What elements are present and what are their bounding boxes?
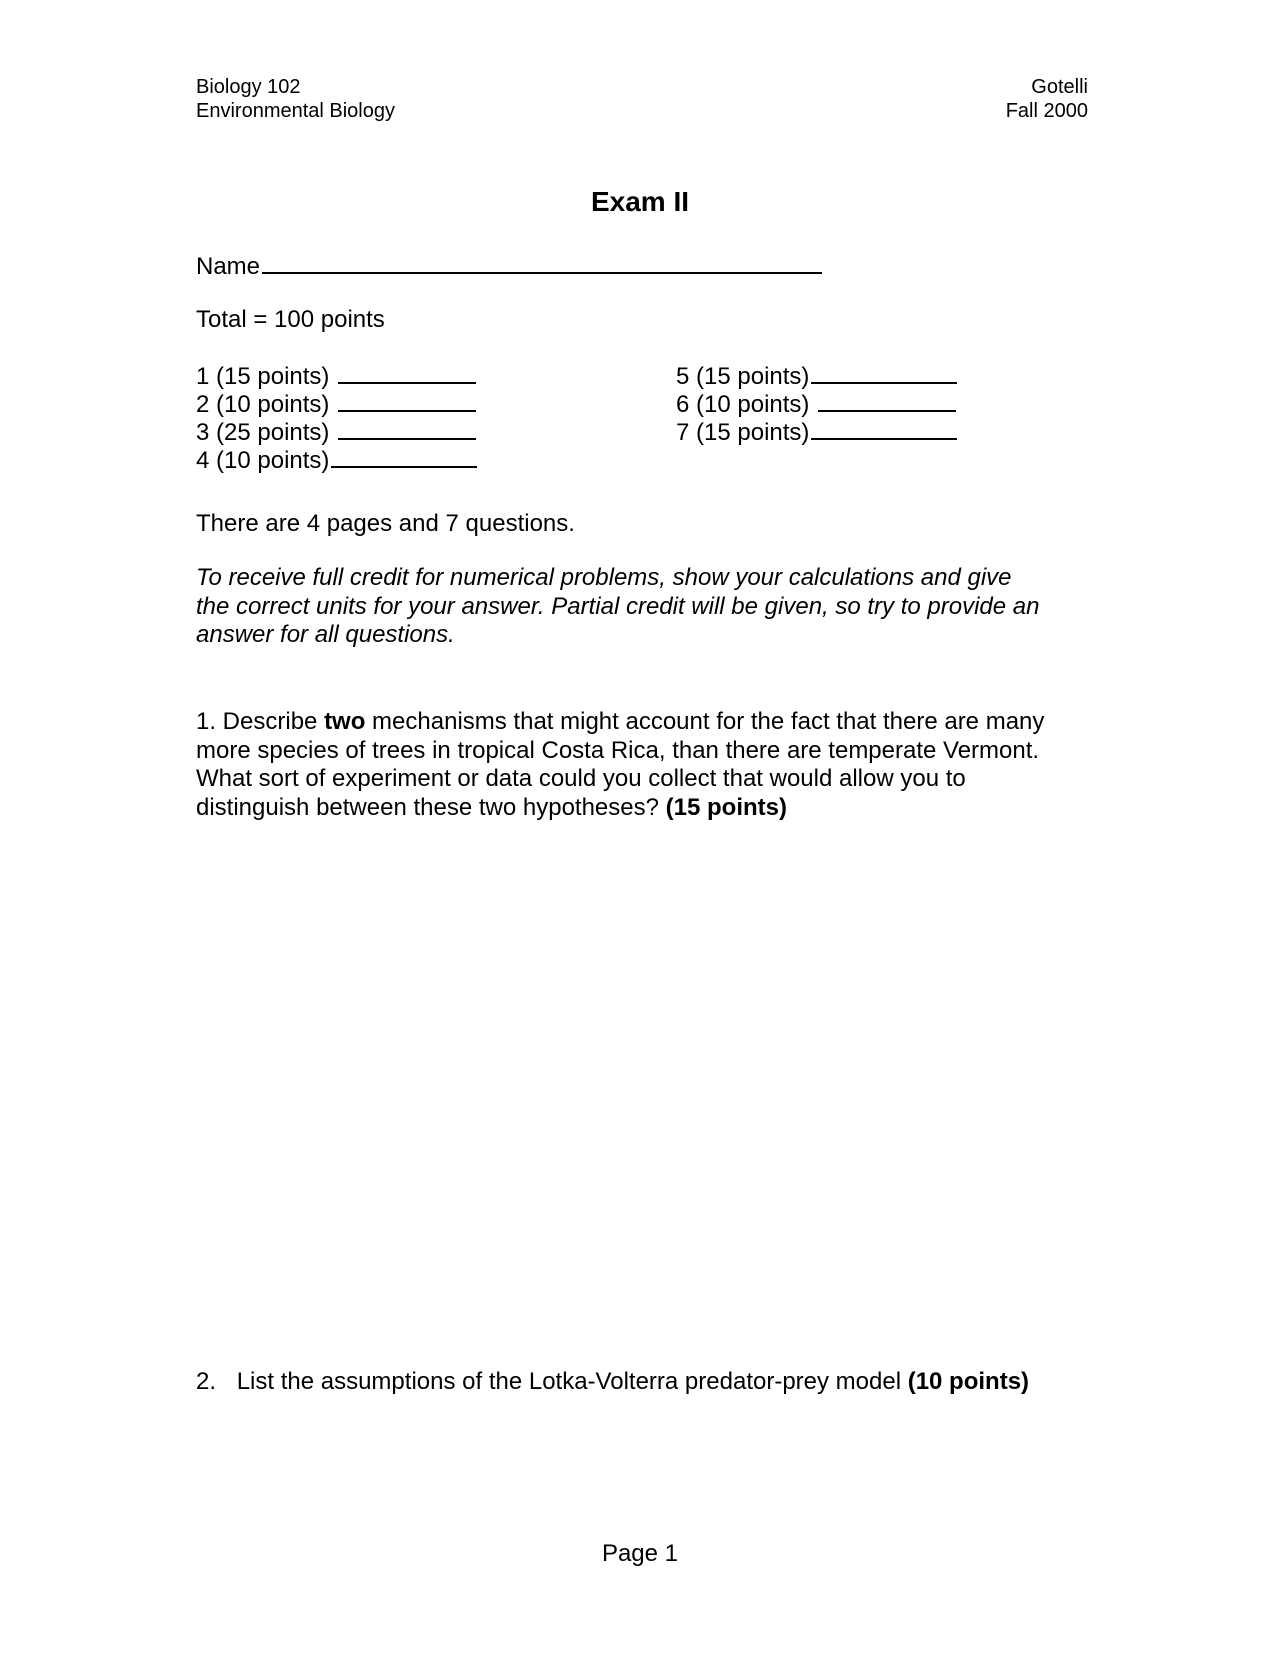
instructions-line: the correct units for your answer. Partial credit will be given, so try to provide an xyxy=(196,592,1040,620)
name-line xyxy=(196,250,822,281)
course-name: Environmental Biology xyxy=(196,100,395,122)
score-item-label: 4 (10 points) xyxy=(196,447,330,474)
question-2-points: (10 points) xyxy=(907,1368,1030,1395)
score-item-label: 5 (15 points) xyxy=(676,363,810,390)
score-blank[interactable] xyxy=(338,362,476,384)
score-item xyxy=(196,418,476,447)
score-blank[interactable] xyxy=(811,418,957,440)
score-blank[interactable] xyxy=(811,362,957,384)
exam-title: Exam II xyxy=(590,186,690,217)
score-item-label: 2 (10 points) xyxy=(196,391,337,418)
question-1-text: mechanisms that might account for the fact that there are many xyxy=(365,708,1045,735)
score-item xyxy=(676,362,957,391)
score-item-label: 7 (15 points) xyxy=(676,419,810,446)
score-item xyxy=(196,390,476,419)
question-2-number: 2. xyxy=(196,1368,217,1395)
score-blank[interactable] xyxy=(338,418,476,440)
score-item-label: 3 (25 points) xyxy=(196,419,337,446)
total-points: Total = 100 points xyxy=(196,306,385,333)
question-2-text: List the assumptions of the Lotka-Volterra predator-prey model xyxy=(236,1368,908,1395)
score-item-label: 1 (15 points) xyxy=(196,363,337,390)
course-number: Biology 102 xyxy=(196,76,301,98)
name-label: Name xyxy=(196,253,261,280)
score-item xyxy=(676,390,956,419)
name-blank[interactable] xyxy=(262,250,822,274)
question-1-line: What sort of experiment or data could you collect that would allow you to xyxy=(196,765,966,792)
score-blank[interactable] xyxy=(331,446,477,468)
question-1-text: distinguish between these two hypotheses? xyxy=(196,793,666,821)
score-item-label: 6 (10 points) xyxy=(676,391,817,418)
pages-info: There are 4 pages and 7 questions. xyxy=(196,510,575,537)
question-1-prefix: 1. Describe xyxy=(196,708,325,735)
instructor-name: Gotelli xyxy=(1031,76,1088,98)
term: Fall 2000 xyxy=(1005,100,1088,122)
question-1-points: (15 points) xyxy=(665,793,787,821)
question-2 xyxy=(196,1368,1029,1396)
question-1-emphasis: two xyxy=(324,708,366,735)
score-item xyxy=(196,446,477,475)
instructions xyxy=(196,564,1039,650)
instructions-line: answer for all questions. xyxy=(196,621,455,648)
question-1-line: more species of trees in tropical Costa Rica, than there are temperate Vermont. xyxy=(196,736,1040,764)
question-1-line xyxy=(196,708,1044,737)
score-item xyxy=(196,362,476,391)
score-item xyxy=(676,418,957,447)
page-number: Page 1 xyxy=(601,1540,679,1567)
score-blank[interactable] xyxy=(818,390,956,412)
question-1-line xyxy=(196,794,1044,823)
question-1 xyxy=(196,708,1044,822)
instructions-line: To receive full credit for numerical problems, show your calculations and give xyxy=(196,564,1012,591)
score-blank[interactable] xyxy=(338,390,476,412)
